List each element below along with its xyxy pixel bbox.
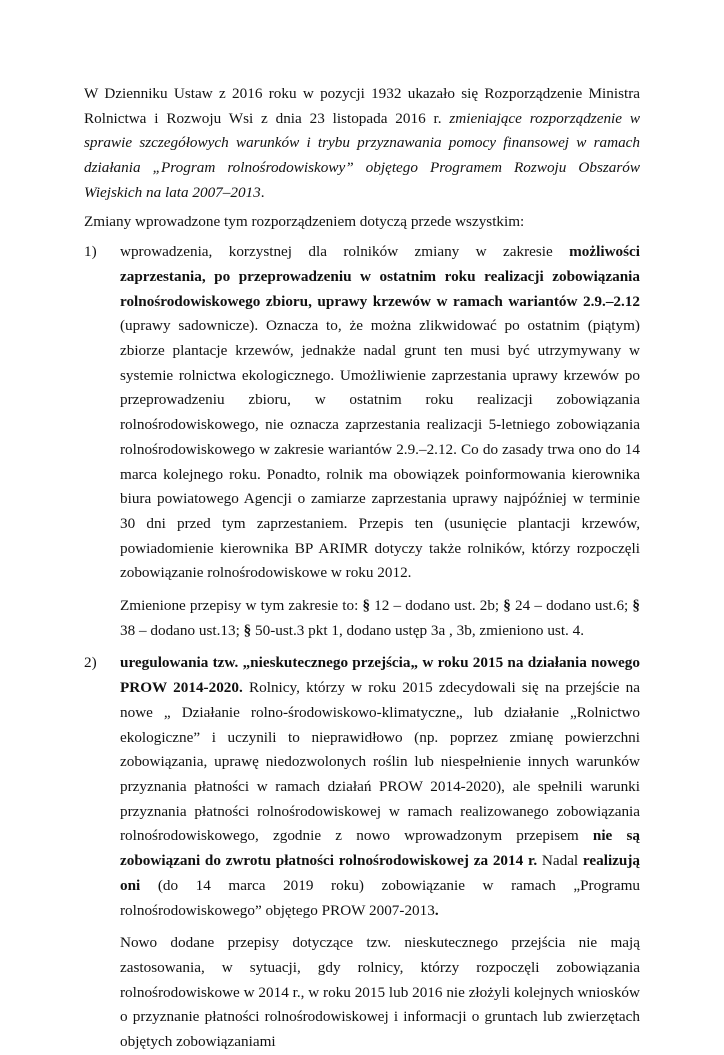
intro-paragraph [84,82,640,206]
provisions-text-e: 50-ust.3 pkt 1, dodano ustęp 3a , 3b, zmieniono ust. 4. [251,621,585,639]
paragraph-sign: § [632,597,640,615]
item2-text-a: Rolnicy, którzy w roku 2015 zdecydowali się na przejście na nowe „ Działanie rolno-środowiskowo-klimatyczne„ lub działanie „Rolnictwo ekologiczne” i uczynili to nieprawidłowo (np. poprzez zmianę powierzchni zobowiązania, uprawę niedozwolonych roślin lub niespełnienie innych warunków przyznania płatności w ramach działań PROW 2014-2020), ale spełnili warunki przyznania płatności rolnośrodowiskowej w ramach realizowanego zobowiązania rolnośrodowiskowego, zgodnie z nowo wprowadzonym przepisem [120,679,641,845]
list-number-2: 2) [84,654,97,672]
item2-bold-c: realizują oni [120,852,641,894]
item1-text-b: (uprawy sadownicze). Oznacza to, że można zlikwidować po ostatnim (piątym) zbiorze plantacje krzewów, jednakże nadal grunt ten musi być utrzymywany w systemie rolnictwa ekologicznego. Umożliwienie zaprzestania uprawy krzewów po przeprowadzeniu zbioru, w ostatnim roku realizacji zobowiązania rolnośrodowiskowego, nie oznacza zaprzestania realizacji 5-letniego zobowiązania rolnośrodowiskowego w zakresie wariantów 2.9.–2.12. Co do zasady trwa ono do 14 marca kolejnego roku. Ponadto, rolnik ma obowiązek poinformowania kierownika biura powiatowego Agencji o zamiarze zaprzestania uprawy najpóźniej w terminie 30 dni przed tym zaprzestaniem. Przepis ten (usunięcie plantacji krzewów, powiadomienie kierownika BP ARIMR dotyczy także rolników, którzy rozpoczęli zobowiązanie rolnośrodowiskowe w roku 2012. [120,317,640,582]
list-item-2-text [120,651,640,923]
provisions-text-b: 12 – dodano ust. 2b; [370,597,504,615]
item2-bold-a: uregulowania tzw. „nieskutecznego przejścia„ w roku 2015 na działania nowego PROW 2014-2020. [120,654,640,697]
intro-regulation-title: zmieniające rozporządzenie w sprawie szczegółowych warunków i trybu przyznawania pomocy finansowej w ramach działania „Program rolnośrodowiskowy” objętego Programem Rozwoju Obszarów Wiejskich na lata 2007–2013 [84,109,640,201]
item2-text-b: Nadal [537,852,583,870]
provisions-text-a: Zmienione przepisy w tym zakresie to: [120,597,363,615]
list-number-1: 1) [84,243,97,261]
list-item-1-provisions [84,594,640,643]
item1-bold-a: możliwości zaprzestania, po przeprowadzeniu w ostatnim roku realizacji zobowiązania rolnośrodowiskowego zbioru, uprawy krzewów w ramach wariantów 2.9.–2.12 [120,243,640,310]
intro-end: . [260,183,265,201]
item2-bold-d: . [434,901,439,919]
lead-paragraph: Zmiany wprowadzone tym rozporządzeniem dotyczą przede wszystkim: [84,212,525,230]
paragraph-sign: § [362,597,371,615]
provisions-text-c: 24 – dodano ust.6; [510,597,633,615]
paragraph-sign: § [243,621,252,639]
item2-text-c: (do 14 marca 2019 roku) zobowiązanie w ramach „Programu rolnośrodowiskowego” objętego PROW 2007-2013 [120,876,640,919]
intro-text: W Dzienniku Ustaw z 2016 roku w pozycji 1932 ukazało się Rozporządzenie Ministra Rolnictwa i Rozwoju Wsi z dnia 23 listopada 2016 r. [84,85,640,127]
item1-text-a: wprowadzenia, korzystnej dla rolników zmiany w zakresie [120,243,570,261]
paragraph-sign: § [503,597,511,615]
list-item-1 [84,240,640,586]
item2-bold-b: nie są zobowiązani do zwrotu płatności rolnośrodowiskowej za 2014 r. [120,827,640,870]
provisions-text-d: 38 – dodano ust.13; [120,621,244,639]
list-item-1-text [120,240,640,586]
list-item-2 [84,651,640,923]
list-item-2-note: Nowo dodane przepisy dotyczące tzw. nieskutecznego przejścia nie mają zastosowania, w sytuacji, gdy rolnicy, którzy rozpoczęli zobowiązania rolnośrodowiskowe w 2014 r., w roku 2015 lub 2016 nie złożyli kolejnych wniosków o przyznanie płatności rolnośrodowiskowej i informacji o gruntach lub zwierzętach objętych zobowiązaniami [120,934,640,1051]
